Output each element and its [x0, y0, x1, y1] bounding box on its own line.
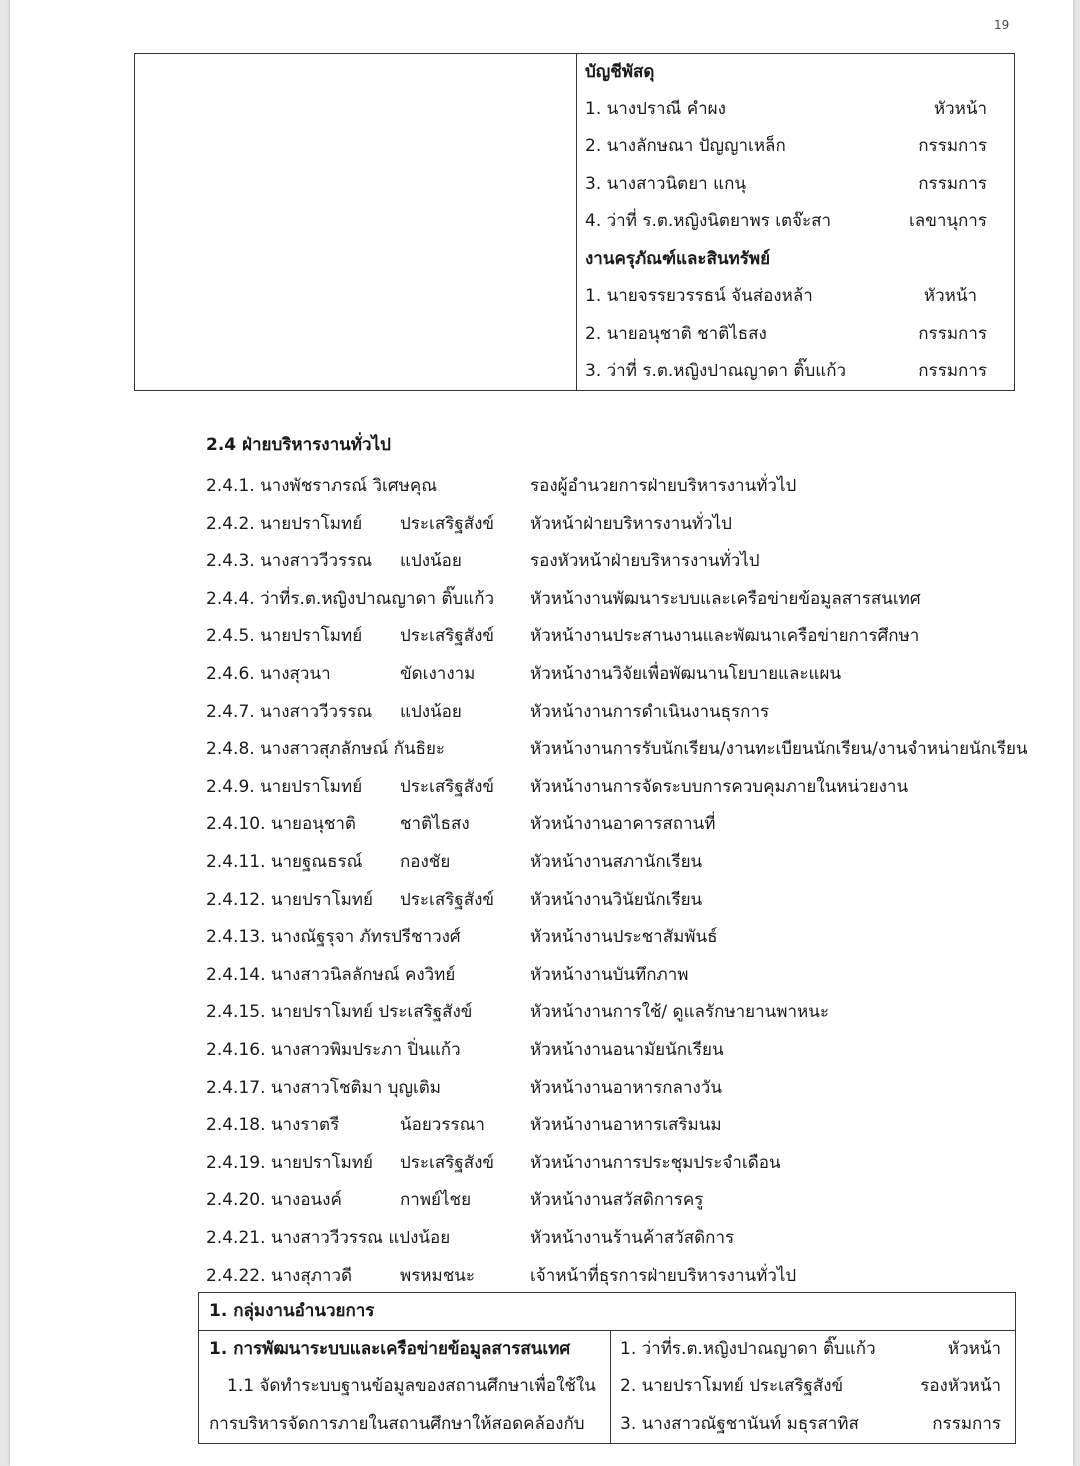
staff-role: หัวหน้างานอาหารเสริมนม	[530, 1115, 722, 1136]
staff-name: 2.4.1. นางพัชราภรณ์ วิเศษคุณ	[206, 476, 437, 496]
member-role: หัวหน้า	[947, 1339, 1001, 1359]
staff-role: หัวหน้างานอาคารสถานที่	[530, 814, 716, 835]
committee-table	[134, 53, 1015, 391]
staff-role: หัวหน้างานอาหารกลางวัน	[530, 1077, 722, 1098]
task-title: 1. การพัฒนาระบบและเครือข่ายข้อมูลสารสนเทศ	[209, 1339, 571, 1359]
staff-role: หัวหน้างานร้านค้าสวัสดิการ	[530, 1228, 735, 1248]
list-item	[10, 618, 1073, 655]
member-role: เลขานุการ	[909, 211, 987, 231]
staff-name: 2.4.21. นางสาววีวรรณ แปงน้อย	[206, 1228, 451, 1248]
member-role: กรรมการ	[918, 361, 987, 381]
member-role: หัวหน้า	[933, 99, 987, 119]
staff-surname: ประเสริฐสังข์	[400, 513, 495, 534]
staff-role: หัวหน้างานประชาสัมพันธ์	[530, 927, 718, 948]
member-name: 1. นายจรรยวรรธน์ จันส่องหล้า	[585, 286, 813, 306]
staff-name: 2.4.5. นายปราโมทย์	[206, 626, 363, 647]
staff-name: 2.4.16. นางสาวพิมประภา ปิ่นแก้ว	[206, 1040, 461, 1060]
staff-role: รองผู้อำนวยการฝ่ายบริหารงานทั่วไป	[530, 476, 797, 496]
list-item	[10, 1182, 1073, 1219]
list-item	[10, 543, 1073, 580]
list-item	[10, 1145, 1073, 1182]
member-name: 2. นายปราโมทย์ ประเสริฐสังข์	[620, 1376, 844, 1396]
member-name: 1. ว่าที่ร.ต.หญิงปาณญาดา ติ๊บแก้ว	[620, 1339, 876, 1359]
section-title: 2.4 ฝ่ายบริหารงานทั่วไป	[206, 435, 391, 455]
staff-name: 2.4.22. นางสุภาวดี	[206, 1265, 353, 1286]
list-item	[10, 919, 1073, 956]
table-divider	[576, 54, 577, 390]
staff-role: หัวหน้างานประสานงานและพัฒนาเครือข่ายการศึกษา	[530, 626, 920, 647]
group-heading-assets: งานครุภัณฑ์และสินทรัพย์	[585, 249, 771, 269]
document-page	[10, 0, 1073, 1466]
member-role: หัวหน้า	[923, 286, 977, 306]
staff-name: 2.4.9. นายปราโมทย์	[206, 776, 363, 797]
staff-name: 2.4.4. ว่าที่ร.ต.หญิงปาณญาดา ติ๊บแก้ว	[206, 588, 495, 609]
staff-surname: ขัดเงางาม	[400, 664, 476, 684]
staff-surname: ชาติไธสง	[400, 814, 470, 835]
member-name: 3. นางสาวณัฐชานันท์ มธุรสาทิส	[620, 1414, 859, 1434]
list-item	[10, 694, 1073, 731]
staff-surname: ประเสริฐสังข์	[400, 889, 495, 910]
list-item	[10, 806, 1073, 843]
staff-name: 2.4.11. นายฐณธรณ์	[206, 852, 363, 872]
staff-role: หัวหน้างานการรับนักเรียน/งานทะเบียนนักเรียน/งานจำหน่ายนักเรียน	[530, 739, 1028, 760]
table-header: 1. กลุ่มงานอำนวยการ	[209, 1301, 375, 1321]
staff-surname: ประเสริฐสังข์	[400, 1152, 495, 1173]
list-item	[10, 994, 1073, 1031]
staff-role: หัวหน้างานการประชุมประจำเดือน	[530, 1152, 781, 1173]
staff-name: 2.4.15. นายปราโมทย์ ประเสริฐสังข์	[206, 1002, 473, 1023]
list-item	[10, 957, 1073, 994]
list-item	[10, 882, 1073, 919]
member-name: 3. ว่าที่ ร.ต.หญิงปาณญาดา ติ๊บแก้ว	[585, 361, 847, 381]
staff-name: 2.4.2. นายปราโมทย์	[206, 513, 363, 534]
staff-role: หัวหน้างานวิจัยเพื่อพัฒนานโยบายและแผน	[530, 664, 842, 684]
task-description: 1.1 จัดทำระบบฐานข้อมูลของสถานศึกษาเพื่อใช้ใน	[227, 1376, 596, 1396]
staff-name: 2.4.18. นางราตรี	[206, 1115, 340, 1136]
staff-name: 2.4.20. นางอนงค์	[206, 1190, 342, 1211]
list-item	[10, 731, 1073, 768]
task-description: การบริหารจัดการภายในสถานศึกษาให้สอดคล้องกับ	[209, 1414, 585, 1434]
staff-role: หัวหน้างานการดำเนินงานธุรการ	[530, 701, 770, 722]
staff-role: หัวหน้างานพัฒนาระบบและเครือข่ายข้อมูลสารสนเทศ	[530, 588, 921, 609]
staff-role: หัวหน้างานการจัดระบบการควบคุมภายในหน่วยงาน	[530, 776, 909, 797]
staff-name: 2.4.3. นางสาววีวรรณ	[206, 551, 373, 572]
member-name: 2. นายอนุชาติ ชาติไธสง	[585, 324, 767, 344]
staff-surname: แปงน้อย	[400, 551, 462, 572]
staff-surname: แปงน้อย	[400, 701, 462, 722]
member-name: 3. นางสาวนิตยา แกนุ	[585, 174, 747, 194]
list-item	[10, 506, 1073, 543]
staff-name: 2.4.17. นางสาวโชติมา บุญเติม	[206, 1077, 442, 1098]
staff-name: 2.4.13. นางณัฐรุจา ภัทรปรีชาวงศ์	[206, 927, 461, 948]
staff-surname: ประเสริฐสังข์	[400, 626, 495, 647]
list-item	[10, 656, 1073, 693]
staff-name: 2.4.12. นายปราโมทย์	[206, 889, 373, 910]
list-item	[10, 1070, 1073, 1107]
list-item	[10, 1107, 1073, 1144]
list-item	[10, 769, 1073, 806]
member-name: 1. นางปราณี คำผง	[585, 99, 726, 119]
work-group-table	[198, 1292, 1016, 1444]
member-role: กรรมการ	[918, 324, 987, 344]
staff-role: หัวหน้างานสภานักเรียน	[530, 852, 703, 872]
staff-surname: น้อยวรรณา	[400, 1115, 485, 1136]
staff-surname: ประเสริฐสังข์	[400, 776, 495, 797]
staff-surname: กองชัย	[400, 852, 451, 872]
staff-name: 2.4.7. นางสาววีวรรณ	[206, 701, 373, 722]
staff-surname: พรหมชนะ	[400, 1265, 476, 1286]
staff-role: หัวหน้าฝ่ายบริหารงานทั่วไป	[530, 513, 732, 534]
member-role: กรรมการ	[932, 1414, 1001, 1434]
table-column-divider	[610, 1330, 611, 1443]
list-item	[10, 1258, 1073, 1295]
member-role: รองหัวหน้า	[920, 1376, 1001, 1396]
list-item	[10, 844, 1073, 881]
staff-role: เจ้าหน้าที่ธุรการฝ่ายบริหารงานทั่วไป	[530, 1265, 797, 1286]
staff-role: หัวหน้างานสวัสดิการครู	[530, 1190, 704, 1211]
member-role: กรรมการ	[918, 174, 987, 194]
page-number: 19	[994, 18, 1010, 32]
staff-role: หัวหน้างานการใช้/ ดูแลรักษายานพาหนะ	[530, 1002, 829, 1023]
staff-name: 2.4.19. นายปราโมทย์	[206, 1152, 373, 1173]
staff-name: 2.4.8. นางสาวสุภลักษณ์ กันธิยะ	[206, 739, 446, 760]
list-item	[10, 1032, 1073, 1069]
staff-role: หัวหน้างานบันทึกภาพ	[530, 964, 689, 985]
member-name: 4. ว่าที่ ร.ต.หญิงนิตยาพร เตจ๊ะสา	[585, 211, 832, 231]
staff-role: หัวหน้างานวินัยนักเรียน	[530, 889, 703, 910]
staff-name: 2.4.6. นางสุวนา	[206, 664, 331, 684]
list-item	[10, 581, 1073, 618]
member-role: กรรมการ	[918, 136, 987, 156]
staff-surname: กาพย์ไชย	[400, 1190, 472, 1211]
list-item	[10, 468, 1073, 505]
staff-name: 2.4.10. นายอนุชาติ	[206, 814, 356, 835]
list-item	[10, 1220, 1073, 1257]
group-heading-supplies: บัญชีพัสดุ	[585, 62, 655, 82]
staff-role: รองหัวหน้าฝ่ายบริหารงานทั่วไป	[530, 551, 760, 572]
staff-role: หัวหน้างานอนามัยนักเรียน	[530, 1040, 724, 1060]
staff-name: 2.4.14. นางสาวนิลลักษณ์ คงวิทย์	[206, 964, 456, 985]
member-name: 2. นางลักษณา ปัญญาเหล็ก	[585, 136, 786, 156]
